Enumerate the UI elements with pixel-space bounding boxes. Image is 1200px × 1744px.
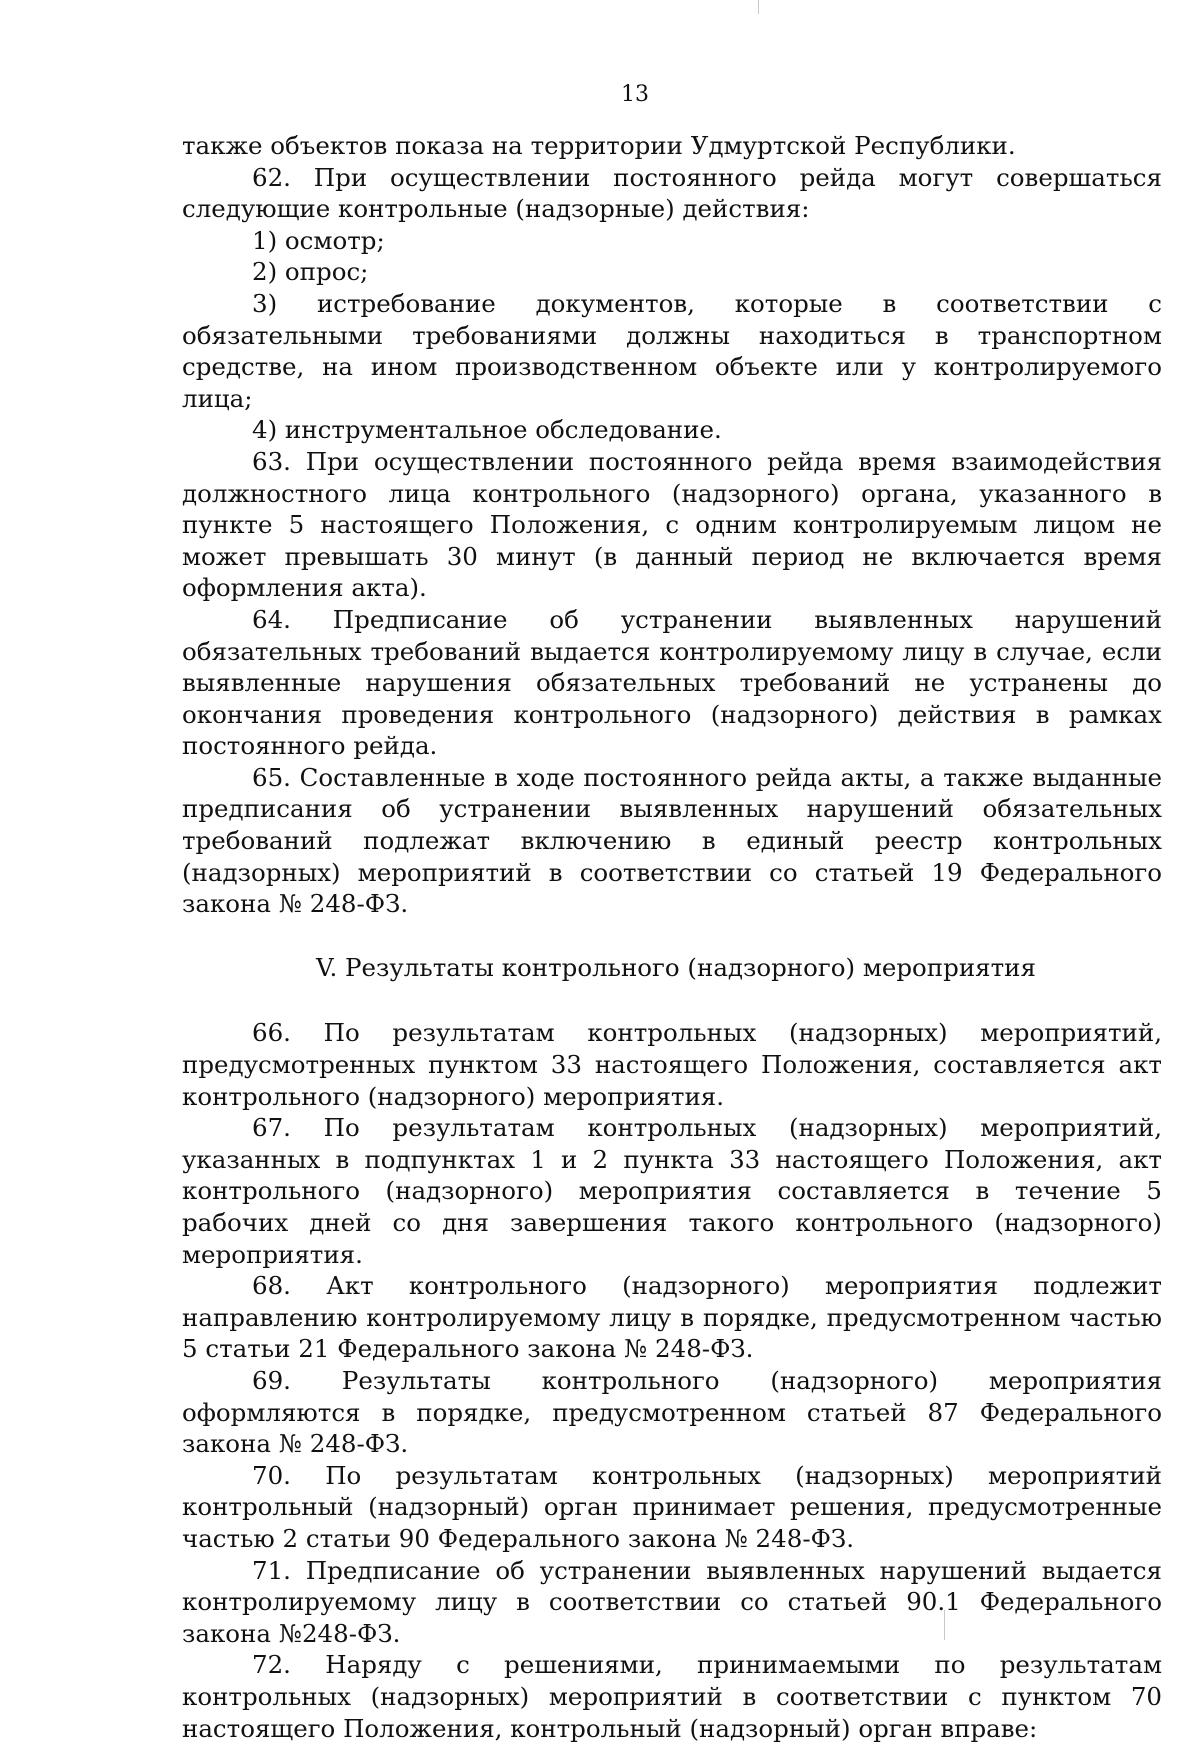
list-item-survey: 2) опрос; — [252, 257, 369, 287]
list-item-inspection: 1) осмотр; — [252, 225, 385, 255]
paragraph-66: 66. По результатам контрольных (надзорных) мероприятий, предусмотренных пунктом 33 настоящего Положения, составляется акт контрольного (надзорного) мероприятия. — [182, 1018, 1162, 1111]
paragraph-70: 70. По результатам контрольных (надзорных) мероприятий контрольный (надзорный) орган принимает решения, предусмотренные частью 2 статьи 90 Федерального закона № 248-ФЗ. — [182, 1460, 1162, 1553]
paragraph-67: 67. По результатам контрольных (надзорных) мероприятий, указанных в подпунктах 1 и 2 пункта 33 настоящего Положения, акт контрольного (надзорного) мероприятия составляется в течение 5 рабочих дней со дня завершения такого контрольного (надзорного) мероприятия. — [182, 1113, 1162, 1269]
paragraph-64: 64. Предписание об устранении выявленных нарушений обязательных требований выдается контролируемому лицу в случае, если выявленные нарушения обязательных требований не устранены до окончания проведения контрольного (надзорного) действия в рамках постоянного рейда. — [182, 604, 1162, 761]
paragraph-69: 69. Результаты контрольного (надзорного) мероприятия оформляются в порядке, предусмотренном статьей 87 Федерального закона № 248-ФЗ. — [182, 1365, 1162, 1459]
scan-artifact-top — [758, 0, 759, 14]
list-item-document-request: 3) истребование документов, которые в соответствии с обязательными требованиями должны находиться в транспортном средстве, на ином производственном объекте или у контролируемого лица; — [182, 288, 1162, 413]
paragraph-65: 65. Составленные в ходе постоянного рейда акты, а также выданные предписания об устранении выявленных нарушений обязательных требований подлежат включению в единый реестр контрольных (надзорных) мероприятий в соответствии со статьей 19 Федерального закона № 248-ФЗ. — [182, 762, 1162, 919]
paragraph-continuation: также объектов показа на территории Удмуртской Республики. — [182, 131, 1016, 160]
paragraph-72: 72. Наряду с решениями, принимаемыми по результатам контрольных (надзорных) мероприятий в соответствии с пунктом 70 настоящего Положения, контрольный (надзорный) орган вправе: — [182, 1650, 1162, 1743]
document-body — [182, 130, 1162, 1744]
paragraph-68: 68. Акт контрольного (надзорного) мероприятия подлежит направлению контролируемому лицу в порядке, предусмотренном частью 5 статьи 21 Федерального закона № 248-ФЗ. — [182, 1271, 1162, 1364]
paragraph-63: 63. При осуществлении постоянного рейда время взаимодействия должностного лица контрольного (надзорного) органа, указанного в пункте 5 настоящего Положения, с одним контролируемым лицом не может превышать 30 минут (в данный период не включается время оформления акта). — [182, 446, 1162, 603]
paragraph-62: 62. При осуществлении постоянного рейда могут совершаться следующие контрольные (надзорные) действия: — [182, 162, 1162, 224]
paragraph-71: 71. Предписание об устранении выявленных нарушений выдается контролируемому лицу в соответствии со статьей 90.1 Федерального закона №248-ФЗ. — [182, 1555, 1162, 1648]
list-item-instrumental-examination: 4) инструментальное обследование. — [252, 415, 722, 445]
section-heading: V. Результаты контрольного (надзорного) мероприятия — [316, 952, 1036, 982]
page-number: 13 — [621, 82, 649, 107]
